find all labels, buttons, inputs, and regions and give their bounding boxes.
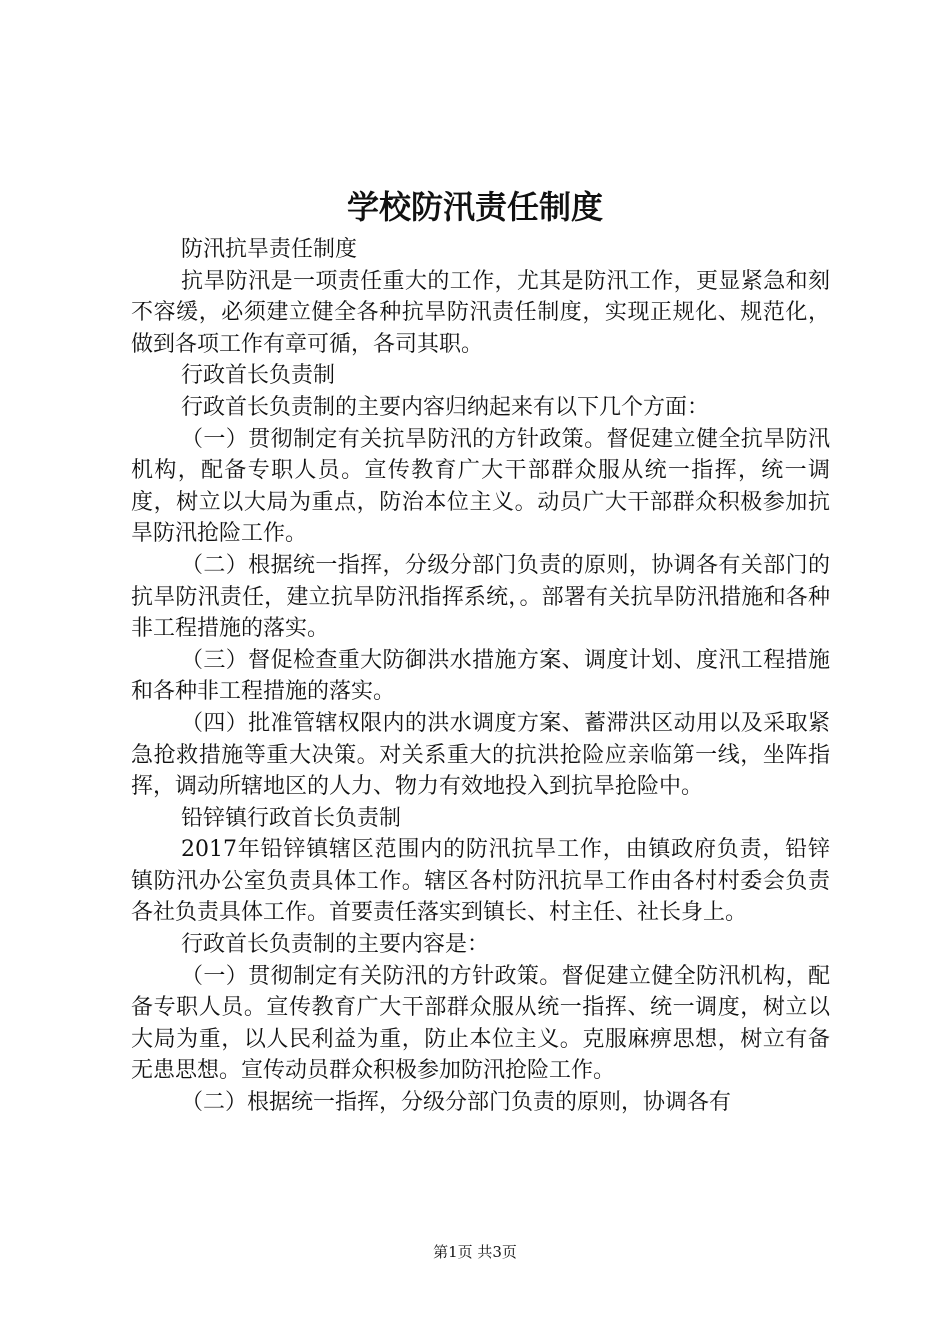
paragraph: （二）根据统一指挥，分级分部门负责的原则，协调各有关部门的抗旱防汛责任，建立抗旱防汛指挥系统，。部署有关抗旱防汛措施和各种非工程措施的落实。 — [131, 552, 830, 642]
paragraph: 行政首长负责制的主要内容归纳起来有以下几个方面： — [181, 394, 710, 420]
document-body — [131, 234, 830, 1119]
paragraph: 2017年铅锌镇辖区范围内的防汛抗旱工作，由镇政府负责，铅锌镇防汛办公室负责具体工作。辖区各村防汛抗旱工作由各村村委会负责各社负责具体工作。首要责任落实到镇长、村主任、社长身上。 — [131, 837, 830, 926]
paragraph: （一）贯彻制定有关防汛的方针政策。督促建立健全防汛机构，配备专职人员。宣传教育广大干部群众服从统一指挥、统一调度，树立以大局为重，以人民利益为重，防止本位主义。克服麻痹思想，树立有备无患思想。宣传动员群众积极参加防汛抢险工作。 — [131, 963, 830, 1084]
paragraph-heading: 铅锌镇行政首长负责制 — [181, 805, 402, 831]
paragraph: （四）批准管辖权限内的洪水调度方案、蓄滞洪区动用以及采取紧急抢救措施等重大决策。对关系重大的抗洪抢险应亲临第一线，坐阵指挥，调动所辖地区的人力、物力有效地投入到抗旱抢险中。 — [131, 710, 830, 800]
document-title: 学校防汛责任制度 — [346, 188, 603, 226]
paragraph-heading: 防汛抗旱责任制度 — [181, 237, 358, 262]
paragraph: （三）督促检查重大防御洪水措施方案、调度计划、度汛工程措施和各种非工程措施的落实。 — [131, 647, 830, 705]
paragraph: 抗旱防汛是一项责任重大的工作，尤其是防汛工作，更显紧急和刻不容缓，必须建立健全各种抗旱防汛责任制度，实现正规化、规范化，做到各项工作有章可循，各司其职。 — [131, 268, 830, 357]
paragraph: （一）贯彻制定有关抗旱防汛的方针政策。督促建立健全抗旱防汛机构，配备专职人员。宣传教育广大干部群众服从统一指挥，统一调度，树立以大局为重点，防治本位主义。动员广大干部群众积极参加抗旱防汛抢险工作。 — [131, 426, 830, 547]
paragraph-heading: 行政首长负责制 — [181, 363, 336, 389]
paragraph: 行政首长负责制的主要内容是： — [181, 932, 490, 958]
page-footer: 第1页 共3页 — [433, 1243, 517, 1261]
paragraph: （二）根据统一指挥，分级分部门负责的原则，协调各有 — [181, 1090, 732, 1116]
